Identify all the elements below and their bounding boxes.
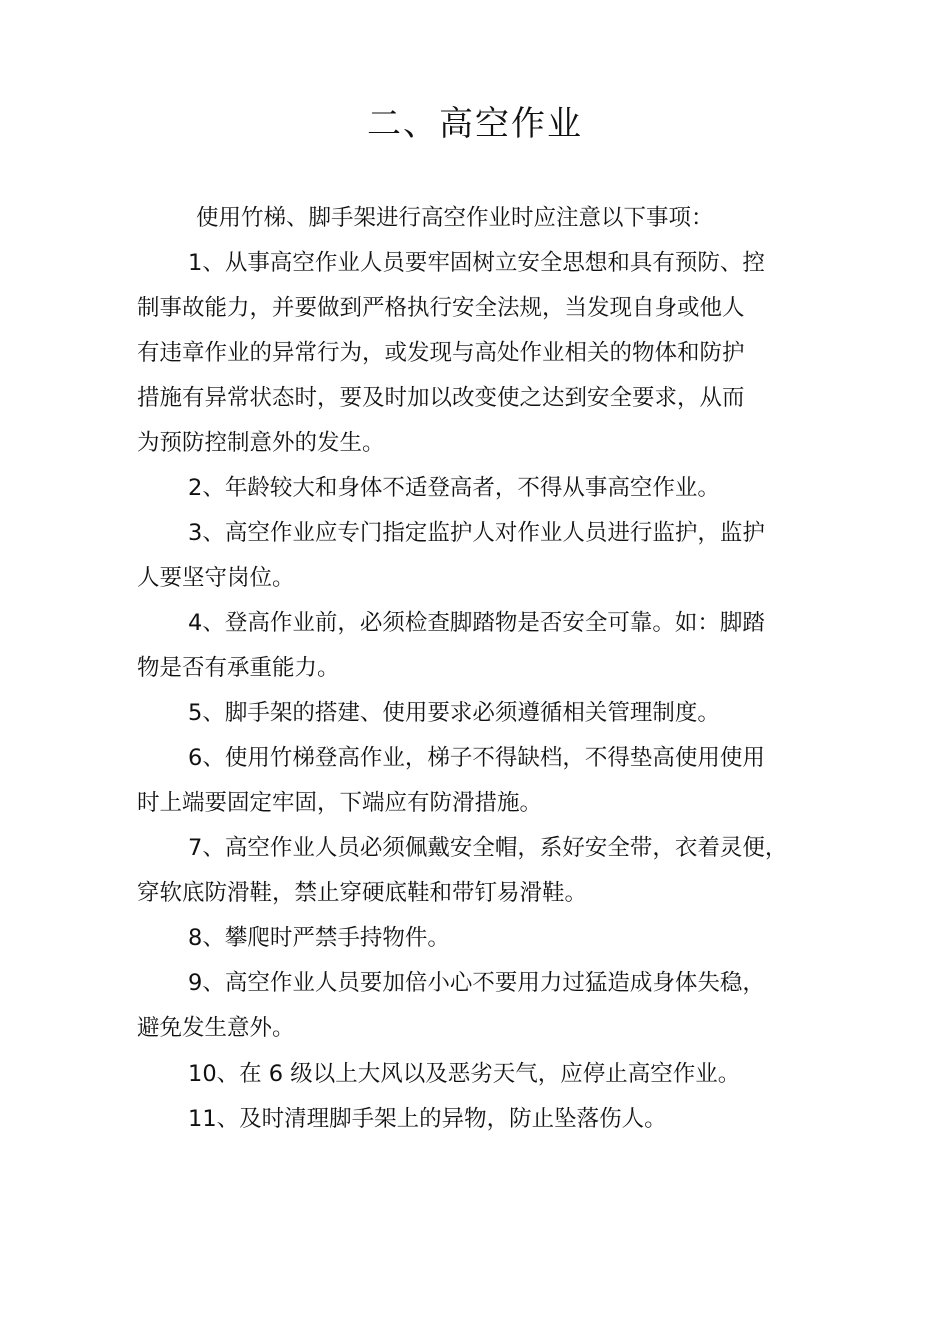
list-item-line: 人要坚守岗位。 xyxy=(137,565,295,591)
document-body xyxy=(137,196,827,1142)
list-item-8 xyxy=(137,916,827,961)
list-item-line: 7、高空作业人员必须佩戴安全帽，系好安全带，衣着灵便， xyxy=(188,835,788,861)
list-item-line: 8、攀爬时严禁手持物件。 xyxy=(188,925,450,951)
list-item-line: 3、高空作业应专门指定监护人对作业人员进行监护，监护 xyxy=(188,520,765,546)
page-title: 二、高空作业 xyxy=(367,104,583,144)
list-item-11 xyxy=(137,1097,827,1142)
list-item-line: 时上端要固定牢固，下端应有防滑措施。 xyxy=(137,790,543,816)
list-item-1 xyxy=(137,241,827,466)
list-item-line: 11、及时清理脚手架上的异物，防止坠落伤人。 xyxy=(188,1106,667,1132)
list-item-line: 5、脚手架的搭建、使用要求必须遵循相关管理制度。 xyxy=(188,700,720,726)
list-item-4 xyxy=(137,601,827,691)
list-item-line: 4、登高作业前，必须检查脚踏物是否安全可靠。如：脚踏 xyxy=(188,610,765,636)
list-item-2 xyxy=(137,466,827,511)
list-item-6 xyxy=(137,736,827,826)
list-item-7 xyxy=(137,826,827,916)
list-item-line: 制事故能力，并要做到严格执行安全法规，当发现自身或他人 xyxy=(137,295,745,321)
intro-paragraph: 使用竹梯、脚手架进行高空作业时应注意以下事项： xyxy=(196,205,714,231)
list-item-line: 避免发生意外。 xyxy=(137,1015,295,1041)
list-item-line: 有违章作业的异常行为，或发现与高处作业相关的物体和防护 xyxy=(137,340,745,366)
list-item-10 xyxy=(137,1052,827,1097)
list-item-line: 9、高空作业人员要加倍小心不要用力过猛造成身体失稳， xyxy=(188,970,765,996)
list-item-line: 2、年龄较大和身体不适登高者，不得从事高空作业。 xyxy=(188,475,720,501)
list-item-line: 物是否有承重能力。 xyxy=(137,655,340,681)
list-item-3 xyxy=(137,511,827,601)
list-item-9 xyxy=(137,961,827,1051)
list-item-line: 为预防控制意外的发生。 xyxy=(137,430,385,456)
list-item-line: 措施有异常状态时，要及时加以改变使之达到安全要求，从而 xyxy=(137,385,745,411)
list-item-line: 穿软底防滑鞋，禁止穿硬底鞋和带钉易滑鞋。 xyxy=(137,880,588,906)
list-item-line: 6、使用竹梯登高作业，梯子不得缺档，不得垫高使用使用 xyxy=(188,745,765,771)
list-item-5 xyxy=(137,691,827,736)
list-item-line: 10、在 6 级以上大风以及恶劣天气，应停止高空作业。 xyxy=(188,1061,741,1087)
list-item-line: 1、从事高空作业人员要牢固树立安全思想和具有预防、控 xyxy=(188,250,765,276)
